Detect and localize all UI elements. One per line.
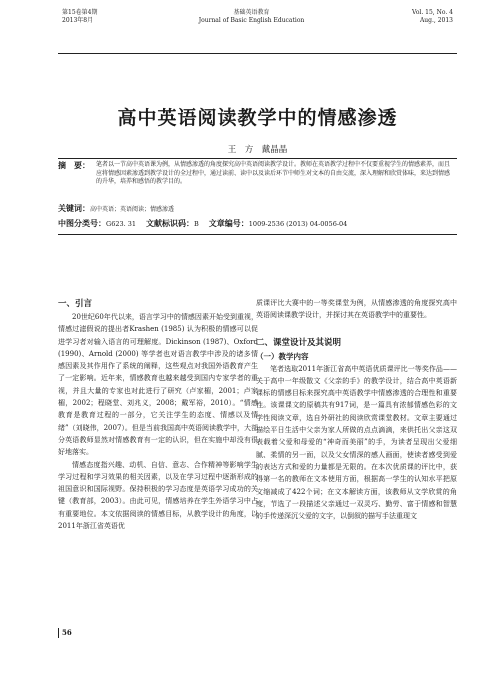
journal-name-cn: 基础英语教育 bbox=[233, 9, 270, 16]
section-heading-intro: 一、引言 bbox=[58, 299, 93, 309]
abstract-bottom-rule bbox=[58, 234, 457, 235]
keywords-label: 关键词： bbox=[58, 203, 90, 213]
journal-name bbox=[130, 9, 373, 25]
volume-en: Vol. 15, No. 4 bbox=[412, 9, 453, 16]
spacer bbox=[256, 322, 457, 336]
date-en: Aug., 2013 bbox=[419, 17, 453, 24]
clc-label: 中图分类号： bbox=[58, 218, 106, 228]
right-column bbox=[256, 297, 457, 522]
article-authors: 王 方 戴晶晶 bbox=[227, 145, 288, 155]
abstract-block bbox=[58, 160, 455, 185]
keywords-block bbox=[58, 203, 455, 214]
paragraph: 情感态度指兴趣、动机、自信、意志、合作精神等影响学生学习过程和学习效果的相关因素，以及在学习过程中逐渐形成的祖国意识和国际视野。保持积极的学习态度是英语学习成功的关键（教育部，2003）。由此可见，情感培养在学生外语学习中占有重要地位。本文依据阅读的情感目标，从教学设计的角度，以2011年浙江省英语优 bbox=[58, 460, 258, 531]
doc-code-label: 文献标识码： bbox=[146, 218, 195, 228]
page-number: 56 bbox=[58, 628, 72, 638]
subsection-heading-content: （一）教学内容 bbox=[256, 351, 309, 361]
classification-block bbox=[58, 218, 455, 229]
doc-code-value: B bbox=[194, 220, 199, 228]
issue-info-en bbox=[412, 9, 453, 25]
paragraph-continued: 质课评比大赛中的一等奖课堂为例，从情感渗透的角度探究高中英语阅读课教学设计，并探讨其在英语教学中的重要性。 bbox=[256, 299, 457, 320]
section-heading-design: 二、课堂设计及其说明 bbox=[256, 337, 342, 348]
issue-volume: 第15卷第4期 bbox=[62, 9, 98, 16]
running-header bbox=[0, 0, 503, 60]
left-column bbox=[58, 297, 258, 532]
keywords-text: 高中英语；英语阅读；情感渗透 bbox=[90, 206, 175, 213]
paragraph: 笔者选取2011年浙江省高中英语优质课评比一等奖作品——关于高中一年级散文《父亲的手》的教学设计，结合高中英语新课标的情感目标来探究高中英语教学中情感渗透的合理性和重要性。该课课文的原稿共有917词，是一篇具有浓郁情感色彩的文学性阅读文章，选自外研社的阅读欣赏课堂教材。文章主要通过描绘平日生活中父亲为家人所做的点点滴滴，来供托出父亲这双表载着父爱和母爱的“神奇而美丽”的手，为读者呈现出父爱细腻、柔情的另一面，以及父女情深的感人画面，使读者感受到爱的表达方式和爱的力量都是无限的。在本次优质课的评比中，获得第一名的教师在文本使用方面，根据高一学生的认知水平把原文缩减成了422个词；在文本解读方面，该教师从文学欣赏的角度，节选了一段描述父亲通过一双灵巧、勤劳、富于情感和智慧的手传递深沉父爱的文字，以倒叙的描写手法重现文 bbox=[256, 364, 457, 521]
issue-date: 2013年8月 bbox=[62, 17, 94, 24]
abstract-top-rule bbox=[58, 158, 457, 159]
clc-value: G623. 31 bbox=[106, 220, 137, 228]
paragraph: 20世纪60年代以来，语言学习中的情感因素开始受到重视，情感过滤假说的提出者Krashen (1985) 认为积极的情感可以促进学习者对输入语言的可理解度。Dickinson (1987)、Oxford (1990)、Arnold (2000) 等学者也对语言教学中涉及的诸多情感因素及其作用作了系统的阐释，这些观点对我国外语教育产生了一定影响。近年来，情感教育也越来越受到国内专家学者的重视，并且大量的专家也对此进行了研究（卢家楣，2001；卢家楣，2002；程晓堂、刘兆义，2008；戴军裕，2010）。“情感教育是教育过程的一部分，它关注学生的态度、情感以及情绪”（刘晓伟，2007）。但是当前我国高中英语阅读教学中，大部分英语教师显然对情感教育有一定的认识，但在实施中却没有很好地落实。 bbox=[58, 313, 258, 457]
article-no-value: 1009-2536 (2013) 04-0056-04 bbox=[248, 220, 348, 228]
issue-info bbox=[62, 9, 97, 25]
journal-name-en: Journal of Basic English Education bbox=[198, 17, 305, 24]
abstract-label: 摘 要： bbox=[58, 160, 90, 170]
abstract-text: 笔者以一节高中英语课为例，从情感渗透的角度探究高中英语阅读教学设计。教师在英语教学过程中不仅要重视学生的情感素养，而且应将情感因素渗透到教学设计的全过程中，通过读前、读中以及读后环节中师生对文本的自由交流，深入理解和欣赏体味，来达到情感的升华，培养和感悟的教学目的。 bbox=[96, 161, 451, 185]
article-no-label: 文章编号： bbox=[208, 218, 249, 228]
article-title: 高中英语阅读教学中的情感渗透 bbox=[117, 107, 398, 129]
header-rule bbox=[58, 53, 457, 54]
